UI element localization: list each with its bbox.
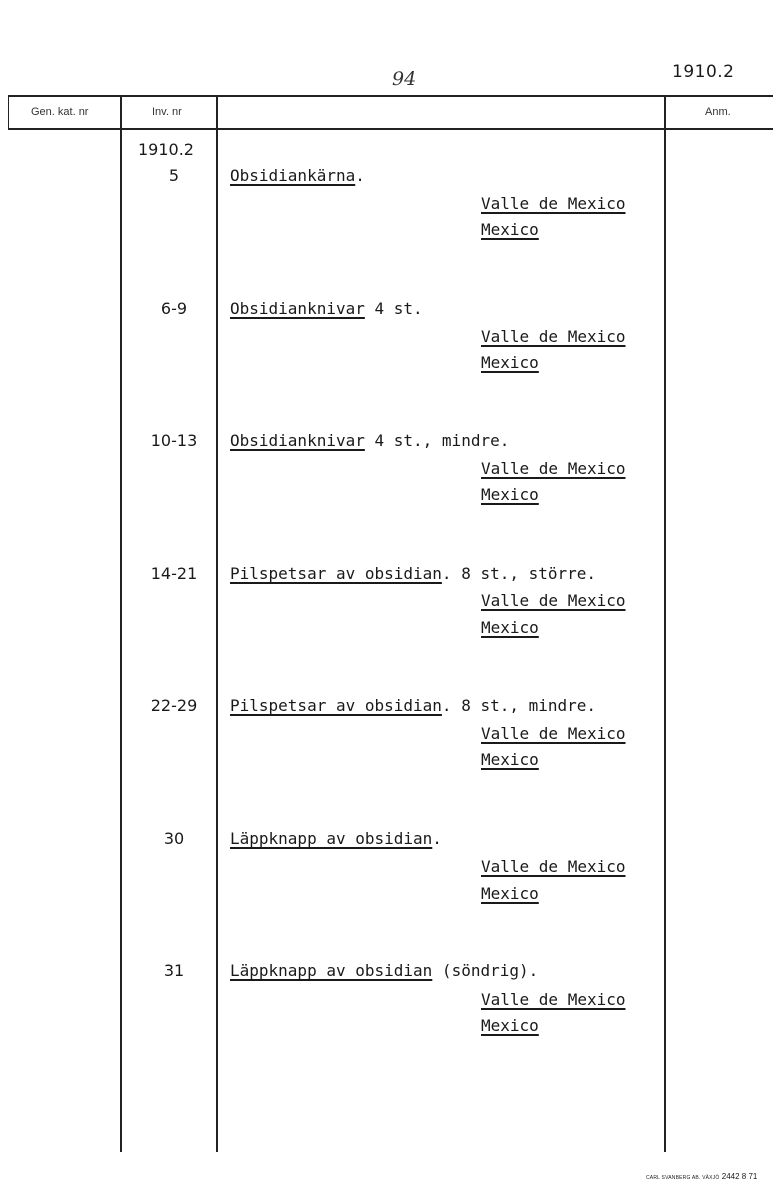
entry-description (230, 431, 509, 450)
entry-place: Valle de Mexico (481, 591, 626, 610)
collection-label: 1910.2 (138, 140, 194, 159)
entry-extra: . (432, 829, 442, 848)
entry-title: Obsidiankärna (230, 166, 356, 185)
inventory-number: 10-13 (150, 431, 198, 450)
entry-description (230, 299, 423, 318)
entry-description (230, 961, 538, 980)
entry-country: Mexico (481, 1016, 539, 1035)
entry-place: Valle de Mexico (481, 990, 626, 1009)
entry-place: Valle de Mexico (481, 857, 626, 876)
column-divider-anm (664, 96, 666, 1152)
header-bottom-rule (8, 128, 773, 130)
entry-title: Pilspetsar av obsidian (230, 564, 442, 583)
entry-description (230, 696, 596, 715)
catalog-id: 1910.2 (672, 62, 735, 82)
page-number: 94 (392, 68, 417, 90)
entry-extra: . 8 st., större. (441, 564, 597, 583)
entry-country: Mexico (481, 353, 539, 372)
printer-name: CARL SVANBERG AB. VÄXJÖ (646, 1175, 720, 1181)
printer-mark (646, 1172, 757, 1181)
inventory-number: 5 (168, 166, 180, 185)
entry-extra: . 8 st., mindre. (441, 696, 597, 715)
entry-description (230, 166, 365, 185)
column-divider-gen (120, 96, 122, 1152)
left-edge-rule (8, 96, 9, 129)
entry-extra: 4 st., mindre. (364, 431, 510, 450)
entry-extra: . (355, 166, 365, 185)
inventory-number: 14-21 (150, 564, 198, 583)
column-header-anm: Anm. (705, 106, 731, 118)
inventory-number: 30 (163, 829, 185, 848)
entry-place: Valle de Mexico (481, 194, 626, 213)
entry-place: Valle de Mexico (481, 327, 626, 346)
table-top-rule (8, 95, 773, 97)
entry-country: Mexico (481, 220, 539, 239)
entry-country: Mexico (481, 485, 539, 504)
entry-title: Läppknapp av obsidian (230, 961, 433, 980)
entry-country: Mexico (481, 884, 539, 903)
column-header-inv-nr: Inv. nr (152, 106, 182, 118)
entry-extra: (söndrig). (432, 961, 539, 980)
entry-title: Pilspetsar av obsidian (230, 696, 442, 715)
column-divider-inv (216, 96, 218, 1152)
entry-place: Valle de Mexico (481, 459, 626, 478)
inventory-number: 6-9 (160, 299, 188, 318)
entry-title: Läppknapp av obsidian (230, 829, 433, 848)
entry-place: Valle de Mexico (481, 724, 626, 743)
entry-description (230, 829, 442, 848)
entry-title: Obsidianknivar (230, 299, 365, 318)
column-header-gen-kat-nr: Gen. kat. nr (31, 106, 89, 118)
form-code: 2442 8 71 (721, 1172, 758, 1181)
inventory-number: 22-29 (150, 696, 198, 715)
entry-country: Mexico (481, 618, 539, 637)
entry-description (230, 564, 596, 583)
entry-title: Obsidianknivar (230, 431, 365, 450)
inventory-number: 31 (163, 961, 185, 980)
entry-extra: 4 st. (364, 299, 423, 318)
entry-country: Mexico (481, 750, 539, 769)
